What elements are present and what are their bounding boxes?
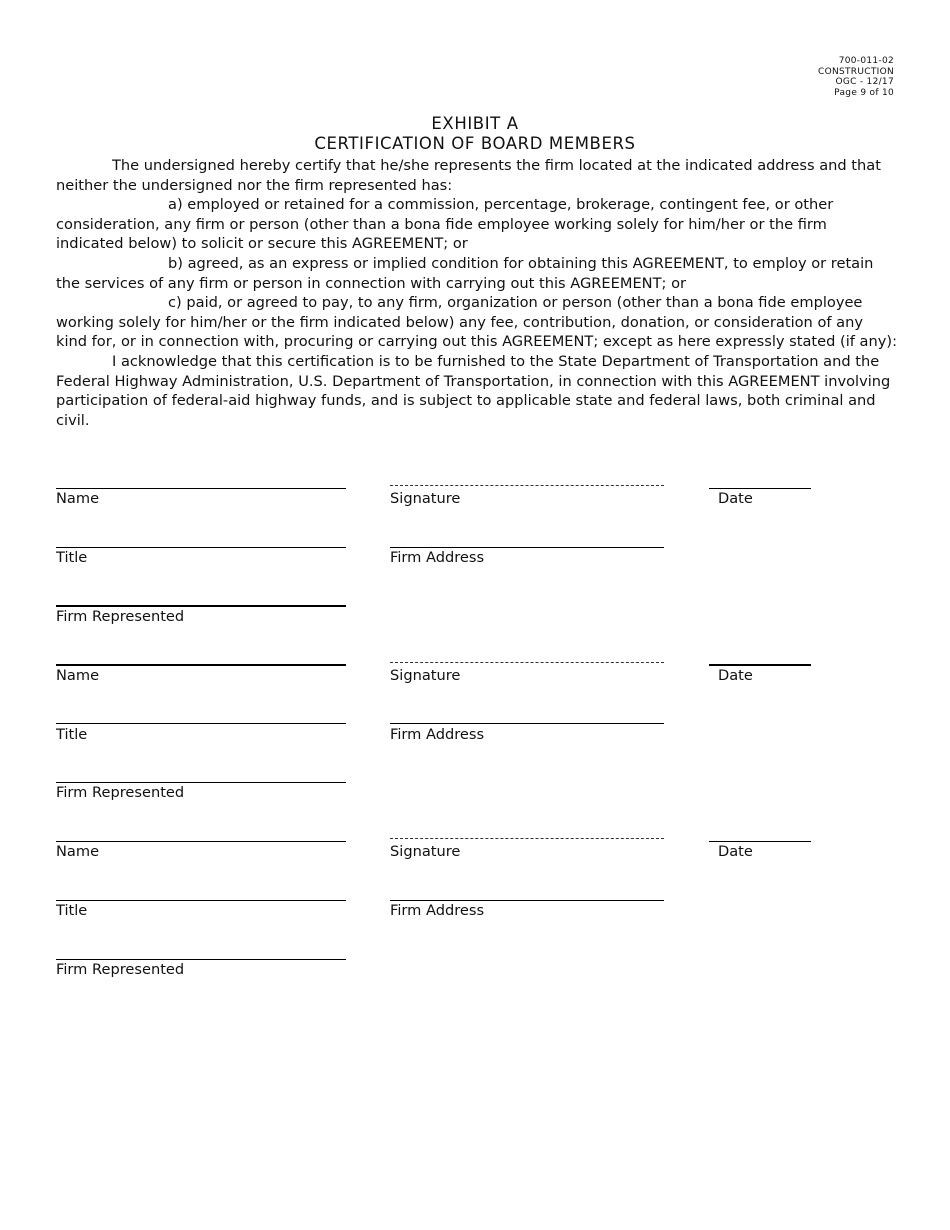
signature-field-2[interactable]	[390, 662, 664, 663]
page-title: CERTIFICATION OF BOARD MEMBERS	[314, 134, 636, 153]
firm-address-label-1: Firm Address	[390, 549, 485, 566]
form-category: CONSTRUCTION	[817, 66, 894, 77]
name-label-3: Name	[56, 843, 100, 860]
form-code-block	[818, 56, 894, 98]
date-label-2: Date	[718, 667, 753, 684]
name-field-2[interactable]	[56, 664, 346, 666]
firm-address-label-2: Firm Address	[390, 726, 485, 743]
intro-paragraph: The undersigned hereby certify that he/she represents the firm located at the indicated address and that neither the undersigned nor the firm represented has:	[56, 157, 881, 194]
firm-address-field-3[interactable]	[390, 900, 664, 901]
signature-label-1: Signature	[390, 490, 461, 507]
firm-represented-label-3: Firm Represented	[56, 961, 185, 978]
firm-represented-field-2[interactable]	[56, 782, 346, 783]
certification-body	[56, 156, 898, 430]
name-label-2: Name	[56, 667, 100, 684]
firm-represented-label-1: Firm Represented	[56, 608, 185, 625]
date-field-3[interactable]	[709, 841, 811, 842]
acknowledgement-paragraph: I acknowledge that this certification is to be furnished to the State Department of Transportation and the Federal Highway Administration, U.S. Department of Transportation, in connection with this AGREEMENT involving participation of federal-aid highway funds, and is subject to applicable state and federal laws, both criminal and civil.	[56, 352, 891, 429]
title-block	[0, 114, 950, 154]
title-field-2[interactable]	[56, 723, 346, 724]
name-field-3[interactable]	[56, 841, 346, 842]
date-label-3: Date	[718, 843, 753, 860]
date-label-1: Date	[718, 490, 753, 507]
firm-address-field-2[interactable]	[390, 723, 664, 724]
firm-represented-field-3[interactable]	[56, 959, 346, 960]
signature-label-2: Signature	[390, 667, 461, 684]
title-label-3: Title	[56, 902, 88, 919]
title-label-2: Title	[56, 726, 88, 743]
firm-address-label-3: Firm Address	[390, 902, 485, 919]
firm-represented-label-2: Firm Represented	[56, 784, 185, 801]
form-number: 700-011-02	[838, 56, 894, 66]
name-label-1: Name	[56, 490, 100, 507]
exhibit-title: EXHIBIT A	[431, 114, 519, 133]
name-field-1[interactable]	[56, 488, 346, 489]
item-a-paragraph: a) employed or retained for a commission, percentage, brokerage, contingent fee, or other consideration, any firm or person (other than a bona fide employee working solely for him/her or the firm indicated below) to solicit or secure this AGREEMENT; or	[56, 196, 834, 253]
signature-field-1[interactable]	[390, 485, 664, 486]
item-c-paragraph: c) paid, or agreed to pay, to any firm, organization or person (other than a bona fide employee working solely for him/her or the firm indicated below) any fee, contribution, donation, or consideration of any kind for, or in connection with, procuring or carrying out this AGREEMENT; except as here expressly stated (if any):	[56, 294, 897, 351]
signature-label-3: Signature	[390, 843, 461, 860]
date-field-1[interactable]	[709, 488, 811, 489]
title-field-1[interactable]	[56, 547, 346, 548]
page-number: Page 9 of 10	[834, 87, 894, 98]
item-b-paragraph: b) agreed, as an express or implied condition for obtaining this AGREEMENT, to employ or retain the services of any firm or person in connection with carrying out this AGREEMENT; or	[56, 254, 874, 292]
firm-represented-field-1[interactable]	[56, 605, 346, 607]
date-field-2[interactable]	[709, 664, 811, 666]
title-label-1: Title	[56, 549, 88, 566]
firm-address-field-1[interactable]	[390, 547, 664, 548]
title-field-3[interactable]	[56, 900, 346, 901]
form-revision: OGC - 12/17	[835, 77, 894, 87]
signature-field-3[interactable]	[390, 838, 664, 839]
